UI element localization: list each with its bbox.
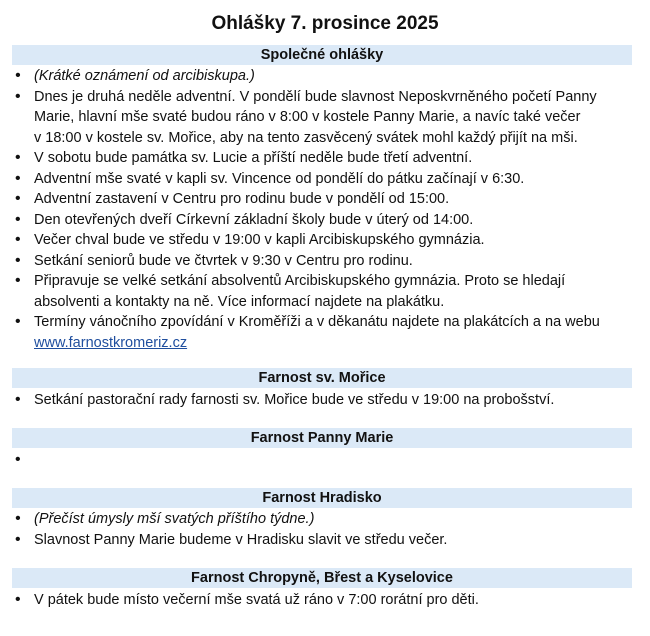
section-list-panny-marie xyxy=(12,450,632,471)
section-list-common xyxy=(12,66,632,353)
section-list-chropyne xyxy=(12,590,632,611)
list-item: • (Krátké oznámení od arcibiskupa.) xyxy=(12,66,632,87)
section-header-moric: Farnost sv. Mořice xyxy=(12,368,632,388)
list-item: • Den otevřených dveří Církevní základní školy bude v úterý od 14:00. xyxy=(12,210,632,231)
section-header-chropyne: Farnost Chropyně, Břest a Kyselovice xyxy=(12,568,632,588)
list-item: • Termíny vánočního zpovídání v Kroměříži a v děkanátu najdete na plakátcích a na webu www.farnostkromeriz.cz xyxy=(12,312,632,353)
list-item: • Večer chval bude ve středu v 19:00 v kapli Arcibiskupského gymnázia. xyxy=(12,230,632,251)
list-item: • (Přečíst úmysly mší svatých příštího týdne.) xyxy=(12,509,632,530)
section-list-moric xyxy=(12,390,632,411)
section-header-common: Společné ohlášky xyxy=(12,45,632,65)
document-title: Ohlášky 7. prosince 2025 xyxy=(211,13,439,34)
list-item: • V sobotu bude památka sv. Lucie a příští neděle bude třetí adventní. xyxy=(12,148,632,169)
list-item: • Slavnost Panny Marie budeme v Hradisku slavit ve středu večer. xyxy=(12,530,632,551)
list-item: • Setkání seniorů bude ve čtvrtek v 9:30 v Centru pro rodinu. xyxy=(12,251,632,272)
list-item xyxy=(12,450,632,471)
list-item: • Adventní zastavení v Centru pro rodinu bude v pondělí od 15:00. xyxy=(12,189,632,210)
section-header-panny-marie: Farnost Panny Marie xyxy=(12,428,632,448)
list-item: • Adventní mše svaté v kapli sv. Vincence od pondělí do pátku začínají v 6:30. xyxy=(12,169,632,190)
list-item: • Dnes je druhá neděle adventní. V pondělí bude slavnost Neposkvrněného početí Panny Marie, hlavní mše svaté budou ráno v 8:00 v kostele Panny Marie, a navíc také večer v 18:00 v kostele sv. Mořice, aby na tento zasvěcený svátek mohl každý přijít na mši. xyxy=(12,87,632,149)
list-item: • V pátek bude místo večerní mše svatá už ráno v 7:00 rorátní pro děti. xyxy=(12,590,632,611)
list-item: • Připravuje se velké setkání absolventů Arcibiskupského gymnázia. Proto se hledají absolventi a kontakty na ně. Více informací najdete na plakátku. xyxy=(12,271,632,312)
section-header-hradisko: Farnost Hradisko xyxy=(12,488,632,508)
section-list-hradisko xyxy=(12,509,632,550)
parish-website-link[interactable]: www.farnostkromeriz.cz xyxy=(34,334,188,351)
list-item: • Setkání pastorační rady farnosti sv. Mořice bude ve středu v 19:00 na probošství. xyxy=(12,390,632,411)
